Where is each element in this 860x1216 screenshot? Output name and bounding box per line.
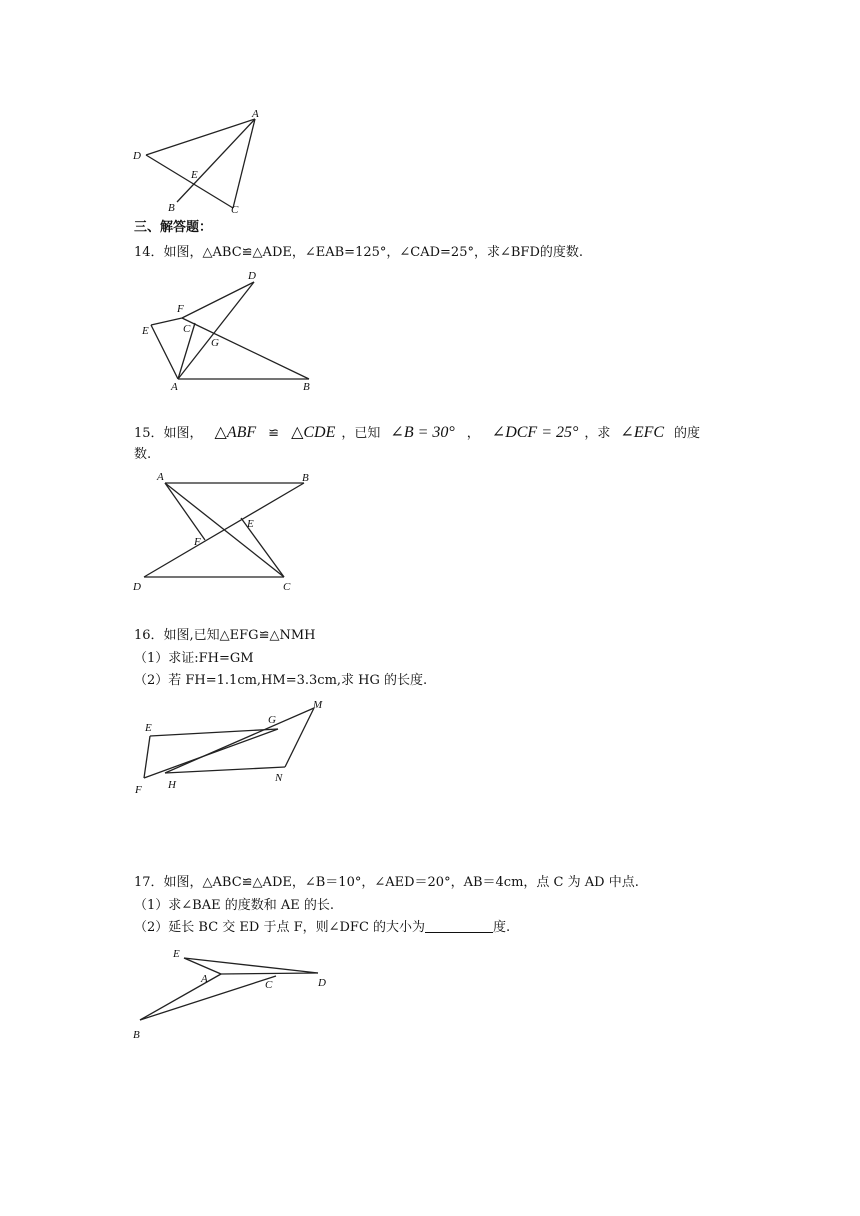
question-16-part-2: （2）若 FH=1.1cm,HM=3.3cm,求 HG 的长度.	[134, 673, 428, 688]
label-B: B	[302, 472, 309, 484]
label-E: E	[247, 518, 254, 530]
section-title: 三、解答题：	[134, 220, 213, 235]
answer-blank[interactable]	[425, 920, 493, 933]
label-G: G	[268, 714, 276, 726]
label-C: C	[265, 979, 273, 991]
q15-condition-2: ∠DCF = 25°	[491, 424, 579, 441]
q15-mid2: ，求	[584, 426, 611, 441]
figure-17-diagram	[128, 944, 338, 1044]
label-E: E	[173, 948, 180, 960]
label-F: F	[135, 784, 142, 796]
label-F: F	[194, 536, 201, 548]
label-F: F	[177, 303, 184, 315]
label-B: B	[168, 202, 175, 214]
q17-part2-after: 度.	[493, 920, 511, 935]
label-A: A	[171, 381, 178, 393]
label-N: N	[275, 772, 283, 784]
q15-suffix: 的度	[674, 426, 701, 441]
label-D: D	[318, 977, 326, 989]
label-M: M	[313, 699, 323, 711]
q15-mid1: ，已知	[341, 426, 381, 441]
q15-separator: ，	[466, 426, 480, 441]
question-17-part-2	[134, 919, 510, 936]
question-15-text	[134, 424, 700, 442]
figure-15-diagram	[130, 470, 320, 595]
question-17-part-1: （1）求∠BAE 的度数和 AE 的长.	[134, 898, 335, 913]
label-A: A	[157, 471, 164, 483]
label-E: E	[142, 325, 149, 337]
label-C: C	[231, 204, 239, 216]
label-D: D	[248, 270, 256, 282]
label-E: E	[145, 722, 152, 734]
label-A: A	[252, 108, 259, 120]
label-B: B	[133, 1029, 140, 1041]
label-A: A	[201, 973, 208, 985]
q15-triangle-2: △CDE	[291, 424, 336, 441]
q15-target: ∠EFC	[620, 424, 665, 441]
question-16-text: 16．如图,已知△EFG≌△NMH	[134, 628, 316, 643]
q15-triangle-1: △ABF	[214, 424, 257, 441]
question-17-text: 17．如图，△ABC≌△ADE，∠B＝10°，∠AED＝20°，AB＝4cm，点 C 为 AD 中点.	[134, 875, 639, 890]
figure-14-diagram	[138, 266, 323, 396]
figure-16-diagram	[130, 698, 340, 800]
label-H: H	[168, 779, 176, 791]
q15-condition-1: ∠B = 30°	[390, 424, 455, 441]
q15-congruent: ≌	[268, 426, 280, 441]
label-D: D	[133, 150, 141, 162]
question-16-part-1: （1）求证:FH=GM	[134, 651, 254, 666]
q17-part2-before: （2）延长 BC 交 ED 于点 F，则∠DFC 的大小为	[134, 920, 426, 935]
label-B: B	[303, 381, 310, 393]
question-14-text: 14．如图，△ABC≌△ADE，∠EAB=125°，∠CAD=25°，求∠BFD的度数.	[134, 245, 583, 260]
label-E: E	[191, 169, 198, 181]
label-D: D	[133, 581, 141, 593]
label-G: G	[211, 337, 219, 349]
question-15-line2: 数.	[134, 447, 152, 462]
label-C: C	[183, 323, 191, 335]
q15-prefix: 15．如图，	[134, 426, 203, 441]
figure-13-diagram	[128, 105, 268, 217]
label-C: C	[283, 581, 291, 593]
